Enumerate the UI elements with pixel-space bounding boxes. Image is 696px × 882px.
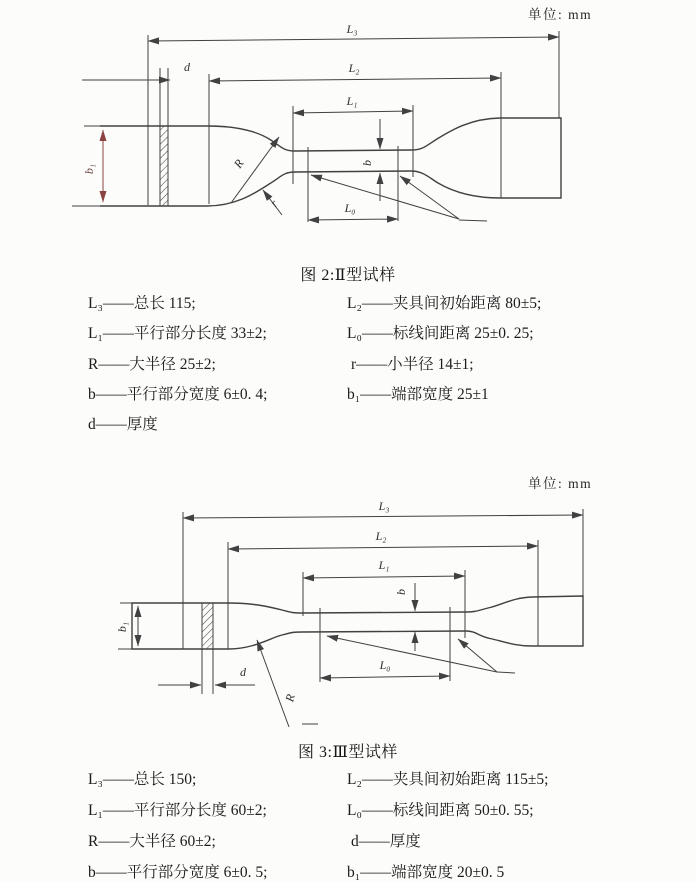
figure3-legend [88,763,684,882]
label-b: b [360,160,374,166]
legend-item: r——小半径 14±1; [351,355,474,373]
label-b1: b₁ [82,163,96,175]
legend-item: b₁——端部宽度 20±0. 5 [347,863,505,881]
unit-label-figure2: 单位: mm [528,7,593,22]
legend-item: L₀——标线间距离 25±0. 25; [347,325,534,343]
label-L3: L₃ [346,22,358,36]
legend-item: L₂——夹具间初始距离 80±5; [347,295,542,313]
figure2-legend [88,287,684,438]
label-L2: L₂ [348,61,360,75]
legend-row [88,287,684,317]
radius-R-leader-f3 [257,640,318,727]
legend-item: L₁——平行部分长度 60±2; [88,802,267,820]
label-L2: L₂ [375,529,387,543]
specimen-outline-f3 [132,596,583,649]
type-iii-specimen-diagram [0,466,696,748]
label-b: b [394,589,408,595]
label-R: R [282,692,298,704]
label-R: R [230,156,247,171]
legend-row [88,348,684,378]
specimen-outline-f2 [100,118,561,206]
legend-item: d——厚度 [88,416,158,434]
legend-item: L₃——总长 115; [88,295,196,313]
clamp-hatch-f2 [160,68,168,206]
legend-row [88,763,684,794]
legend-item: d——厚度 [351,832,421,850]
legend-item: b₁——端部宽度 25±1 [347,386,489,404]
figure2-caption: 图 2:Ⅱ型试样 [300,267,396,284]
legend-item: L₀——标线间距离 50±0. 55; [347,802,534,820]
clamp-hatch-f3 [202,603,213,694]
gauge-leader-lines-f2 [311,175,487,221]
legend-item: b——平行部分宽度 6±0. 4; [88,386,268,404]
legend-item: R——大半径 25±2; [88,355,216,373]
label-L3: L₃ [378,499,390,513]
legend-row [88,855,684,882]
unit-label-figure3: 单位: mm [528,476,593,491]
dim-L0-f3 [320,676,450,678]
label-L1: L₁ [378,558,390,572]
label-d: d [184,60,190,74]
label-L0: L₀ [379,658,391,672]
legend-row [88,317,684,347]
dim-L2-f2 [209,72,501,204]
label-L0: L₀ [344,201,356,215]
label-d: d [240,665,246,679]
gauge-leader-lines-f3 [327,636,515,673]
label-L1: L₁ [346,94,358,108]
figure3-caption: 图 3:Ⅲ型试样 [298,744,398,761]
legend-row [88,825,684,856]
legend-item: R——大半径 60±2; [88,832,216,850]
label-b1: b₁ [115,621,129,633]
legend-row [88,408,684,438]
type-ii-specimen-diagram [0,0,696,252]
dim-L1-f3 [303,570,465,638]
legend-item: L₃——总长 150; [88,771,197,789]
dim-L2-f3 [228,540,538,649]
dim-L0-f2 [308,219,398,220]
legend-item: L₂——夹具间初始距离 115±5; [347,771,549,789]
legend-item: L₁——平行部分长度 33±2; [88,325,267,343]
legend-item: b——平行部分宽度 6±0. 5; [88,863,268,881]
legend-row [88,378,684,408]
label-r: r [267,197,281,210]
legend-row [88,794,684,825]
